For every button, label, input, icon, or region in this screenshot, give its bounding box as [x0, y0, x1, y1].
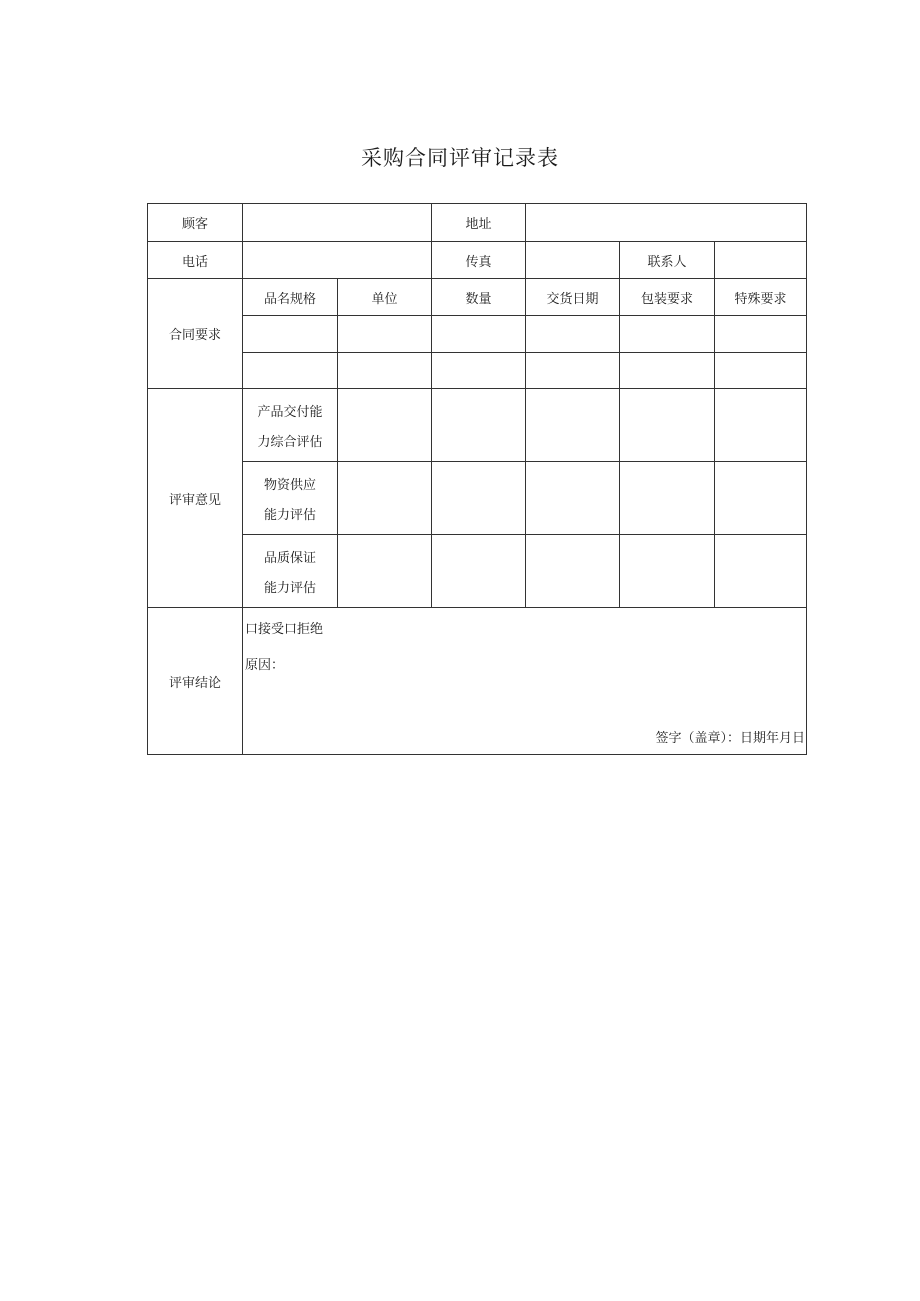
- address-label: 地址: [431, 203, 526, 242]
- review-cell[interactable]: [619, 461, 715, 535]
- phone-field[interactable]: [242, 241, 432, 279]
- review-item-line1: 产品交付能: [257, 404, 323, 420]
- review-cell[interactable]: [619, 388, 715, 462]
- review-cell[interactable]: [525, 534, 620, 608]
- contract-cell[interactable]: [525, 352, 620, 389]
- contract-header-5: 包装要求: [619, 278, 715, 316]
- contract-cell[interactable]: [242, 315, 338, 353]
- review-cell[interactable]: [619, 534, 715, 608]
- contract-header-2: 单位: [337, 278, 432, 316]
- review-cell[interactable]: [431, 388, 526, 462]
- contact-label: 联系人: [619, 241, 715, 279]
- contract-cell[interactable]: [431, 352, 526, 389]
- review-cell[interactable]: [431, 534, 526, 608]
- review-opinion-label: 评审意见: [147, 388, 243, 608]
- review-cell[interactable]: [525, 461, 620, 535]
- review-cell[interactable]: [337, 534, 432, 608]
- review-item-1: [242, 388, 338, 462]
- review-item-2: [242, 461, 338, 535]
- customer-label: 顾客: [147, 203, 243, 242]
- contract-header-3: 数量: [431, 278, 526, 316]
- contract-header-4: 交货日期: [525, 278, 620, 316]
- review-cell[interactable]: [525, 388, 620, 462]
- reason-label: 原因：: [245, 658, 285, 673]
- review-item-line2: 力综合评估: [257, 434, 323, 450]
- contract-cell[interactable]: [714, 352, 807, 389]
- review-cell[interactable]: [337, 388, 432, 462]
- contract-header-1: 品名规格: [242, 278, 338, 316]
- contract-cell[interactable]: [337, 315, 432, 353]
- review-cell[interactable]: [337, 461, 432, 535]
- review-conclusion-label: 评审结论: [147, 607, 243, 755]
- fax-field[interactable]: [525, 241, 620, 279]
- review-cell[interactable]: [431, 461, 526, 535]
- signature-date-line: 签字（盖章）：日期年月日: [655, 731, 805, 746]
- review-item-3: [242, 534, 338, 608]
- review-item-line1: 物资供应: [263, 477, 316, 493]
- contract-cell[interactable]: [619, 315, 715, 353]
- contact-field[interactable]: [714, 241, 807, 279]
- contract-cell[interactable]: [242, 352, 338, 389]
- contract-cell[interactable]: [714, 315, 807, 353]
- review-item-line2: 能力评估: [263, 580, 316, 596]
- fax-label: 传真: [431, 241, 526, 279]
- review-conclusion-box[interactable]: [242, 607, 807, 755]
- contract-header-6: 特殊要求: [714, 278, 807, 316]
- contract-requirements-label: 合同要求: [147, 278, 243, 389]
- contract-cell[interactable]: [525, 315, 620, 353]
- review-cell[interactable]: [714, 534, 807, 608]
- contract-cell[interactable]: [337, 352, 432, 389]
- phone-label: 电话: [147, 241, 243, 279]
- document-title: 采购合同评审记录表: [361, 146, 559, 170]
- review-item-line1: 品质保证: [263, 550, 316, 566]
- review-cell[interactable]: [714, 461, 807, 535]
- review-cell[interactable]: [714, 388, 807, 462]
- contract-cell[interactable]: [431, 315, 526, 353]
- contract-cell[interactable]: [619, 352, 715, 389]
- conclusion-options[interactable]: 口接受口拒绝: [245, 622, 324, 637]
- review-item-line2: 能力评估: [263, 507, 316, 523]
- address-field[interactable]: [525, 203, 807, 242]
- customer-field[interactable]: [242, 203, 432, 242]
